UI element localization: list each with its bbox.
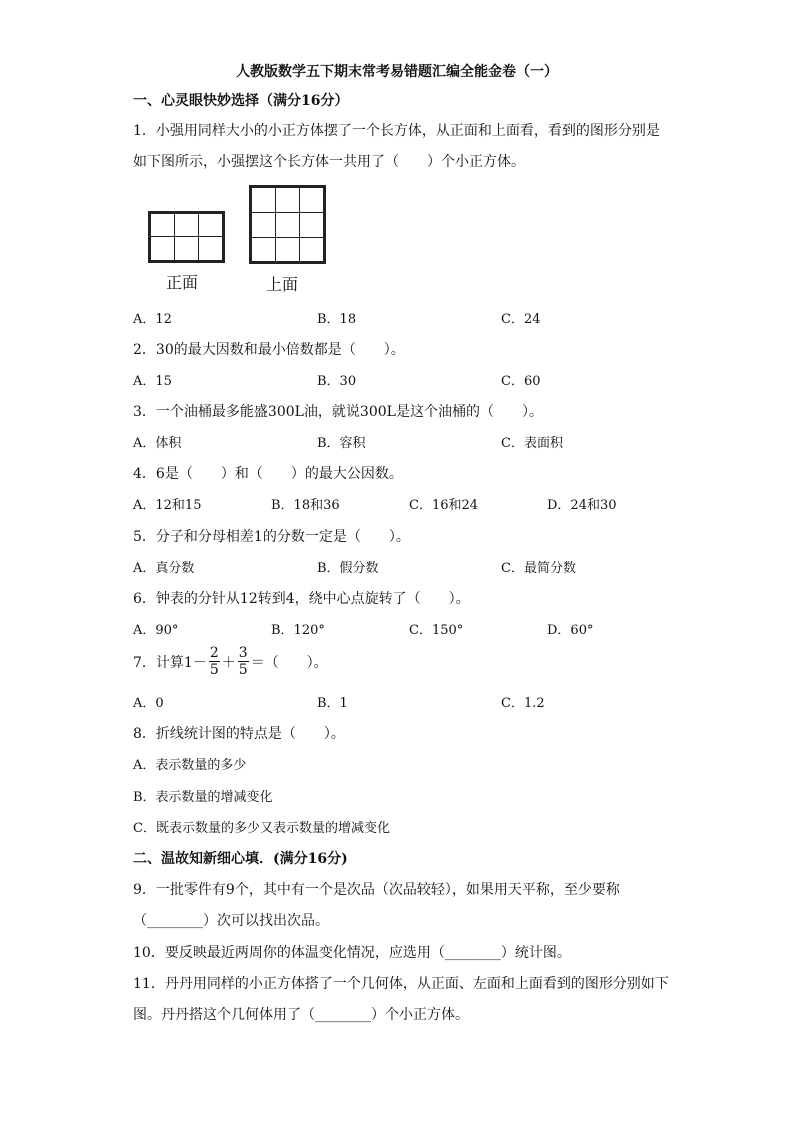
section-heading-fill: 二、温故知新细心填．(满分16分) (133, 851, 348, 867)
q4-option-b[interactable]: B．18和36 (271, 498, 340, 513)
q2-option-a[interactable]: A．15 (133, 374, 172, 389)
question-8: 8．折线统计图的特点是（ ）。 (133, 726, 345, 742)
q6-option-c[interactable]: C．150° (409, 623, 464, 638)
question-11-line1: 11．丹丹用同样的小正方体搭了一个几何体，从正面、左面和上面看到的图形分别如下 (133, 976, 669, 992)
question-4: 4．6是（ ）和（ ）的最大公因数。 (133, 466, 403, 482)
question-10[interactable]: 10．要反映最近两周你的体温变化情况，应选用（________）统计图。 (133, 945, 571, 961)
q4-option-c[interactable]: C．16和24 (409, 498, 479, 513)
fraction-denominator: 5 (238, 662, 248, 678)
q1-option-a[interactable]: A．12 (133, 312, 172, 327)
section-heading-choice: 一、心灵眼快妙选择（满分16分） (133, 93, 349, 109)
fraction-2-5 (209, 645, 220, 678)
question-7 (133, 645, 328, 678)
q7-option-a[interactable]: A．0 (133, 696, 164, 711)
front-view-label: 正面 (166, 273, 199, 292)
q5-option-c[interactable]: C．最简分数 (501, 561, 576, 576)
q7-suffix: ＝（ ）。 (250, 654, 328, 671)
front-view-figure (148, 211, 225, 263)
question-6: 6．钟表的分针从12转到4，绕中心点旋转了（ ）。 (133, 591, 470, 607)
question-11-line2[interactable]: 图。丹丹搭这个几何体用了（________）个小正方体。 (133, 1007, 469, 1023)
q1-option-c[interactable]: C．24 (501, 312, 541, 327)
q8-option-a[interactable]: A．表示数量的多少 (133, 758, 247, 773)
q3-option-b[interactable]: B．容积 (317, 436, 366, 451)
q3-option-c[interactable]: C．表面积 (501, 436, 563, 451)
q4-option-d[interactable]: D．24和30 (547, 498, 617, 513)
q2-option-c[interactable]: C．60 (501, 374, 541, 389)
q1-option-b[interactable]: B．18 (317, 312, 357, 327)
question-2: 2．30的最大因数和最小倍数都是（ ）。 (133, 342, 405, 358)
q7-prefix: 7．计算1－ (133, 654, 207, 671)
top-view-figure (249, 185, 326, 264)
fraction-numerator: 2 (209, 645, 219, 661)
q6-option-d[interactable]: D．60° (547, 623, 594, 638)
question-5: 5．分子和分母相差1的分数一定是（ ）。 (133, 529, 410, 545)
q6-option-b[interactable]: B．120° (271, 623, 325, 638)
q7-option-c[interactable]: C．1.2 (501, 696, 545, 711)
q6-option-a[interactable]: A．90° (133, 623, 179, 638)
fraction-numerator: 3 (238, 645, 248, 661)
q8-option-c[interactable]: C．既表示数量的多少又表示数量的增减变化 (133, 821, 390, 836)
plus-sign: ＋ (221, 654, 236, 671)
page-title: 人教版数学五下期末常考易错题汇编全能金卷（一） (236, 64, 558, 80)
question-9-line1: 9．一批零件有9个，其中有一个是次品（次品较轻），如果用天平称，至少要称 (133, 882, 620, 898)
q3-option-a[interactable]: A．体积 (133, 436, 182, 451)
q5-option-b[interactable]: B．假分数 (317, 561, 379, 576)
top-view-label: 上面 (266, 275, 299, 294)
q7-option-b[interactable]: B．1 (317, 696, 348, 711)
fraction-3-5 (238, 645, 249, 678)
q8-option-b[interactable]: B．表示数量的增减变化 (133, 790, 273, 805)
q2-option-b[interactable]: B．30 (317, 374, 357, 389)
q4-option-a[interactable]: A．12和15 (133, 498, 202, 513)
question-9-line2[interactable]: （________）次可以找出次品。 (133, 913, 329, 929)
question-1-line2: 如下图所示，小强摆这个长方体一共用了（ ）个小正方体。 (133, 154, 525, 170)
fraction-denominator: 5 (209, 662, 219, 678)
question-1-line1: 1．小强用同样大小的小正方体摆了一个长方体，从正面和上面看，看到的图形分别是 (133, 123, 660, 139)
question-3: 3．一个油桶最多能盛300L油，就说300L是这个油桶的（ ）。 (133, 404, 543, 420)
q5-option-a[interactable]: A．真分数 (133, 561, 195, 576)
